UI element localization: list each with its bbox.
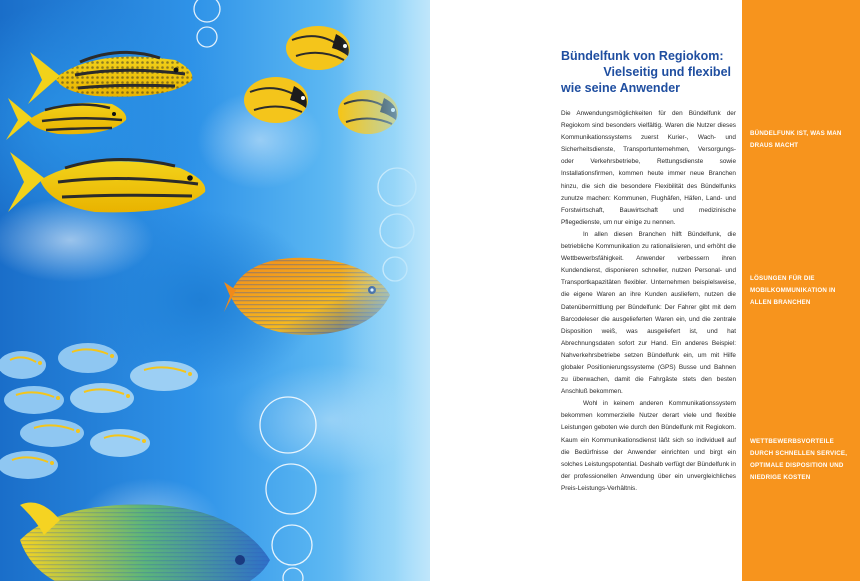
queen-angelfish xyxy=(20,503,270,581)
headline xyxy=(561,48,731,96)
sidebar-note-2: LÖSUNGEN FÜR DIE MOBILKOMMUNIKATION IN ALLEN BRANCHEN xyxy=(750,275,836,306)
body-paragraph-2: In allen diesen Branchen hilft Bündelfunk, die betriebliche Kommunikation zu rationalisieren, und erhöht die Wettbewerbsfähigkeit. Anwender verbessern ihren Kundendienst, disponieren schneller, nutzen Personal- und Transportkapazitäten flexibler. Unternehmen beispielsweise, die eigene Waren an ihre Kunden ausliefern, nutzen die Datenübermittlung per Bündelfunk: Der Fahrer gibt mit dem Barcodeleser die ausgelieferten Waren ein, und die zentrale Disposition weiß, was ausgeliefert ist, und hat Abrechnungsdaten sofort zur Hand. Ein anderes Beispiel: Nahverkehrsbetriebe setzen Bündelfunk ein, um mit Hilfe globaler Positionierungssysteme (GPS) Busse und Bahnen zu überwachen, damit die Fahrgäste stets den besten Anschluß bekommen. xyxy=(561,230,736,396)
butterflyfish-3 xyxy=(338,90,398,134)
headline-line-1: Bündelfunk von Regiokom: xyxy=(561,49,724,63)
headline-line-3: wie seine Anwender xyxy=(561,81,681,95)
sidebar-note-3: WETTBEWERBSVORTEILE DURCH SCHNELLEN SERVICE, OPTIMALE DISPOSITION UND NIEDRIGE KOSTEN xyxy=(750,438,848,481)
body-paragraph-1: Die Anwendungsmöglichkeiten für den Bündelfunk der Regiokom sind besonders vielfältig. Waren die Nutzer dieses Kommunikationssystems zuerst Kurier-, Wach- und Sicherheitsdienste, Transportunternehmen, Versorgungs- oder Verkehrsbetriebe, Rettungsdienste sowie Installationsfirmen, kommen heute immer neue Branchen hinzu, die sich die besondere Flexibilität des Bündelfunks zunutze machen: Kommunen, Flughäfen, Häfen, Land- und Forstwirtschaft, Bauwirtschaft und medizinische Pflegedienste, um nur einige zu nennen. xyxy=(561,110,736,226)
body-copy xyxy=(561,108,736,495)
blue-fish-school xyxy=(0,343,198,479)
sweetlips-fish-1 xyxy=(28,52,192,104)
text-page xyxy=(430,0,742,581)
sidebar-note-1: BÜNDELFUNK IST, WAS MAN DRAUS MACHT xyxy=(750,130,842,149)
sweetlips-fish-3 xyxy=(8,152,205,212)
angelfish xyxy=(224,258,390,335)
headline-line-2: Vielseitig und flexibel xyxy=(603,65,731,79)
butterflyfish-2 xyxy=(244,77,308,123)
butterflyfish-1 xyxy=(286,26,350,70)
body-paragraph-3: Wohl in keinem anderen Kommunikationssystem bekommen kommerzielle Nutzer derart viele und flexible Leistungen geboten wie durch den Bündelfunk mit Regiokom. Kaum ein Kommunikationsdienst läßt sich so individuell auf die Bedürfnisse der Anwender einrichten und birgt ein solches Leistungspotential. Deshalb verfügt der Bündelfunk in der professionellen Anwendung über ein unvergleichliches Preis-Leistungs-Verhältnis. xyxy=(561,400,736,492)
orange-sidebar xyxy=(742,0,860,581)
sweetlips-fish-2 xyxy=(6,98,126,140)
